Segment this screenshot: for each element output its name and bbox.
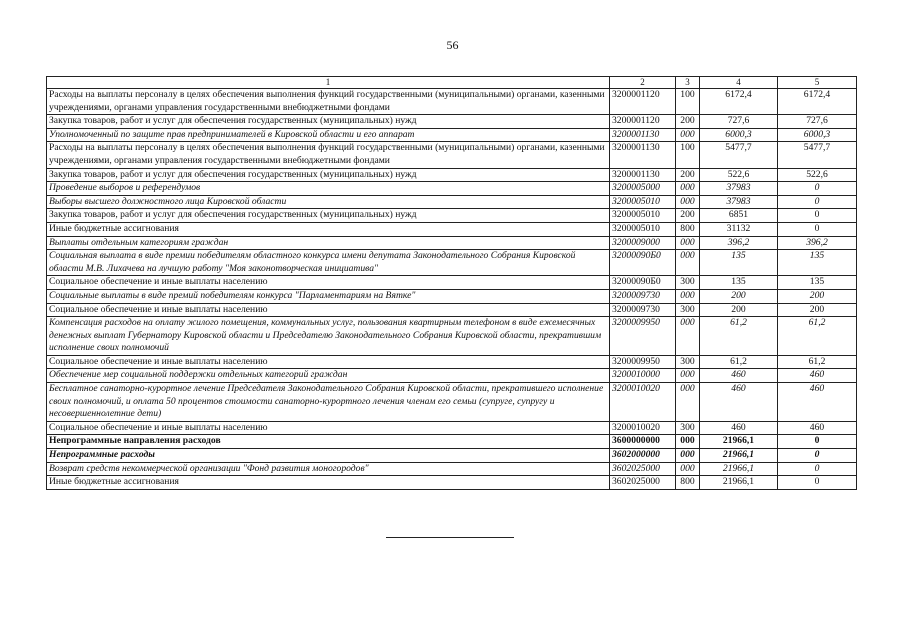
row-type-cell: 100	[676, 89, 700, 115]
row-type-cell: 000	[676, 462, 700, 476]
row-value-2019-cell: 135	[778, 250, 857, 276]
row-code-cell: 3600000000	[610, 435, 676, 449]
table-row	[47, 168, 857, 182]
row-type-cell: 300	[676, 355, 700, 369]
row-type-cell: 000	[676, 383, 700, 422]
row-type-cell: 000	[676, 250, 700, 276]
row-name-cell: Закупка товаров, работ и услуг для обеспечения государственных (муниципальных) нужд	[47, 115, 610, 129]
row-code-cell: 3602025000	[610, 462, 676, 476]
row-code-cell: 3200010020	[610, 421, 676, 435]
table-row	[47, 303, 857, 317]
row-value-2019-cell: 396,2	[778, 236, 857, 250]
row-name-cell: Иные бюджетные ассигнования	[47, 476, 610, 490]
row-name-cell: Расходы на выплаты персоналу в целях обеспечения выполнения функций государственными (муниципальными) органами, казенными учреждениями, органами управления государственными внебюджетными фондами	[47, 142, 610, 168]
table-row	[47, 317, 857, 356]
row-name-cell: Социальная выплата в виде премии победителям областного конкурса имени депутата Законодательного Собрания Кировской области М.В. Лихачева на лучшую работу "Моя законотворческая инициатива"	[47, 250, 610, 276]
row-code-cell: 3200010020	[610, 383, 676, 422]
row-code-cell: 3200001120	[610, 115, 676, 129]
column-header: 3	[676, 77, 700, 89]
row-value-2019-cell: 0	[778, 182, 857, 196]
row-value-2018-cell: 460	[700, 369, 778, 383]
column-header: 1	[47, 77, 610, 89]
table-row	[47, 383, 857, 422]
row-value-2019-cell: 0	[778, 209, 857, 223]
row-code-cell: 3602000000	[610, 449, 676, 463]
row-value-2019-cell: 200	[778, 289, 857, 303]
row-type-cell: 000	[676, 236, 700, 250]
row-value-2018-cell: 37983	[700, 195, 778, 209]
row-value-2019-cell: 61,2	[778, 355, 857, 369]
row-value-2019-cell: 6000,3	[778, 128, 857, 142]
table-header-row	[47, 77, 857, 89]
row-type-cell: 800	[676, 476, 700, 490]
row-type-cell: 000	[676, 449, 700, 463]
row-value-2019-cell: 61,2	[778, 317, 857, 356]
row-type-cell: 000	[676, 195, 700, 209]
row-code-cell: 32000090Б0	[610, 250, 676, 276]
table-row	[47, 142, 857, 168]
page-number: 56	[446, 38, 459, 52]
row-name-cell: Бесплатное санаторно-курортное лечение Председателя Законодательного Собрания Кировской области, прекратившего исполнение своих полномочий, и оплата 50 процентов стоимости санаторно-курортного лечения членам его семьи (супруге, супругу и несовершеннолетние дети)	[47, 383, 610, 422]
row-name-cell: Закупка товаров, работ и услуг для обеспечения государственных (муниципальных) нужд	[47, 168, 610, 182]
table-body	[47, 89, 857, 490]
row-code-cell: 3200001120	[610, 89, 676, 115]
table-row	[47, 89, 857, 115]
row-value-2019-cell: 0	[778, 462, 857, 476]
row-value-2018-cell: 21966,1	[700, 462, 778, 476]
row-name-cell: Социальное обеспечение и иные выплаты населению	[47, 303, 610, 317]
row-name-cell: Социальное обеспечение и иные выплаты населению	[47, 421, 610, 435]
row-type-cell: 300	[676, 276, 700, 290]
row-name-cell: Социальные выплаты в виде премий победителям конкурса "Парламентариям на Вятке"	[47, 289, 610, 303]
table-row	[47, 289, 857, 303]
row-type-cell: 200	[676, 168, 700, 182]
row-value-2018-cell: 21966,1	[700, 476, 778, 490]
row-code-cell: 3200001130	[610, 168, 676, 182]
row-value-2019-cell: 0	[778, 449, 857, 463]
table-row	[47, 115, 857, 129]
table-row	[47, 182, 857, 196]
table-row	[47, 250, 857, 276]
row-type-cell: 000	[676, 369, 700, 383]
row-value-2019-cell: 200	[778, 303, 857, 317]
row-code-cell: 3200009000	[610, 236, 676, 250]
row-code-cell: 3200009730	[610, 303, 676, 317]
row-code-cell: 3200005000	[610, 182, 676, 196]
table-row	[47, 209, 857, 223]
row-type-cell: 000	[676, 182, 700, 196]
row-value-2019-cell: 135	[778, 276, 857, 290]
table-row	[47, 369, 857, 383]
table-row	[47, 128, 857, 142]
row-type-cell: 000	[676, 435, 700, 449]
table-row	[47, 222, 857, 236]
row-value-2019-cell: 522,6	[778, 168, 857, 182]
row-code-cell: 32000090Б0	[610, 276, 676, 290]
column-header: 2	[610, 77, 676, 89]
row-name-cell: Выплаты отдельным категориям граждан	[47, 236, 610, 250]
row-code-cell: 3200005010	[610, 209, 676, 223]
row-code-cell: 3200005010	[610, 195, 676, 209]
budget-table	[46, 76, 857, 490]
table-row	[47, 195, 857, 209]
row-name-cell: Выборы высшего должностного лица Кировской области	[47, 195, 610, 209]
row-value-2018-cell: 200	[700, 303, 778, 317]
table-row	[47, 449, 857, 463]
row-value-2018-cell: 37983	[700, 182, 778, 196]
row-type-cell: 300	[676, 421, 700, 435]
row-type-cell: 300	[676, 303, 700, 317]
row-value-2018-cell: 135	[700, 276, 778, 290]
row-name-cell: Социальное обеспечение и иные выплаты населению	[47, 355, 610, 369]
row-value-2019-cell: 460	[778, 421, 857, 435]
row-value-2018-cell: 6172,4	[700, 89, 778, 115]
row-value-2018-cell: 21966,1	[700, 435, 778, 449]
row-value-2019-cell: 460	[778, 369, 857, 383]
row-value-2018-cell: 396,2	[700, 236, 778, 250]
row-name-cell: Проведение выборов и референдумов	[47, 182, 610, 196]
row-name-cell: Расходы на выплаты персоналу в целях обеспечения выполнения функций государственными (муниципальными) органами, казенными учреждениями, органами управления государственными внебюджетными фондами	[47, 89, 610, 115]
row-name-cell: Обеспечение мер социальной поддержки отдельных категорий граждан	[47, 369, 610, 383]
row-name-cell: Возврат средств некоммерческой организации "Фонд развития моногородов"	[47, 462, 610, 476]
table-row	[47, 476, 857, 490]
row-value-2018-cell: 522,6	[700, 168, 778, 182]
row-type-cell: 200	[676, 209, 700, 223]
row-code-cell: 3200001130	[610, 142, 676, 168]
row-type-cell: 100	[676, 142, 700, 168]
row-value-2019-cell: 5477,7	[778, 142, 857, 168]
row-value-2018-cell: 460	[700, 421, 778, 435]
row-name-cell: Непрограммные расходы	[47, 449, 610, 463]
row-value-2018-cell: 6851	[700, 209, 778, 223]
row-code-cell: 3602025000	[610, 476, 676, 490]
row-value-2019-cell: 0	[778, 476, 857, 490]
row-name-cell: Иные бюджетные ассигнования	[47, 222, 610, 236]
row-value-2018-cell: 5477,7	[700, 142, 778, 168]
table-row	[47, 276, 857, 290]
row-value-2018-cell: 6000,3	[700, 128, 778, 142]
row-value-2018-cell: 21966,1	[700, 449, 778, 463]
row-code-cell: 3200009730	[610, 289, 676, 303]
row-code-cell: 3200005010	[610, 222, 676, 236]
row-value-2019-cell: 0	[778, 222, 857, 236]
row-value-2018-cell: 135	[700, 250, 778, 276]
row-code-cell: 3200009950	[610, 355, 676, 369]
row-name-cell: Уполномоченный по защите прав предпринимателей в Кировской области и его аппарат	[47, 128, 610, 142]
row-type-cell: 200	[676, 115, 700, 129]
row-name-cell: Закупка товаров, работ и услуг для обеспечения государственных (муниципальных) нужд	[47, 209, 610, 223]
row-type-cell: 000	[676, 317, 700, 356]
row-value-2019-cell: 0	[778, 435, 857, 449]
column-header: 4	[700, 77, 778, 89]
row-code-cell: 3200010000	[610, 369, 676, 383]
row-name-cell: Социальное обеспечение и иные выплаты населению	[47, 276, 610, 290]
row-value-2018-cell: 61,2	[700, 355, 778, 369]
table-row	[47, 435, 857, 449]
table-row	[47, 236, 857, 250]
row-value-2019-cell: 6172,4	[778, 89, 857, 115]
footer-rule	[386, 537, 514, 538]
column-header: 5	[778, 77, 857, 89]
table-row	[47, 421, 857, 435]
table-row	[47, 355, 857, 369]
row-code-cell: 3200009950	[610, 317, 676, 356]
row-value-2018-cell: 727,6	[700, 115, 778, 129]
row-value-2018-cell: 460	[700, 383, 778, 422]
table-row	[47, 462, 857, 476]
row-value-2018-cell: 61,2	[700, 317, 778, 356]
row-name-cell: Компенсация расходов на оплату жилого помещения, коммунальных услуг, пользования квартирным телефоном в виде ежемесячных денежных выплат Губернатору Кировской области и Председателю Законодательного Собрания Кировской области, прекратившим исполнение своих полномочий	[47, 317, 610, 356]
row-type-cell: 000	[676, 128, 700, 142]
row-value-2019-cell: 0	[778, 195, 857, 209]
row-type-cell: 000	[676, 289, 700, 303]
row-value-2019-cell: 727,6	[778, 115, 857, 129]
row-code-cell: 3200001130	[610, 128, 676, 142]
row-value-2019-cell: 460	[778, 383, 857, 422]
row-value-2018-cell: 31132	[700, 222, 778, 236]
row-value-2018-cell: 200	[700, 289, 778, 303]
row-type-cell: 800	[676, 222, 700, 236]
row-name-cell: Непрограммные направления расходов	[47, 435, 610, 449]
